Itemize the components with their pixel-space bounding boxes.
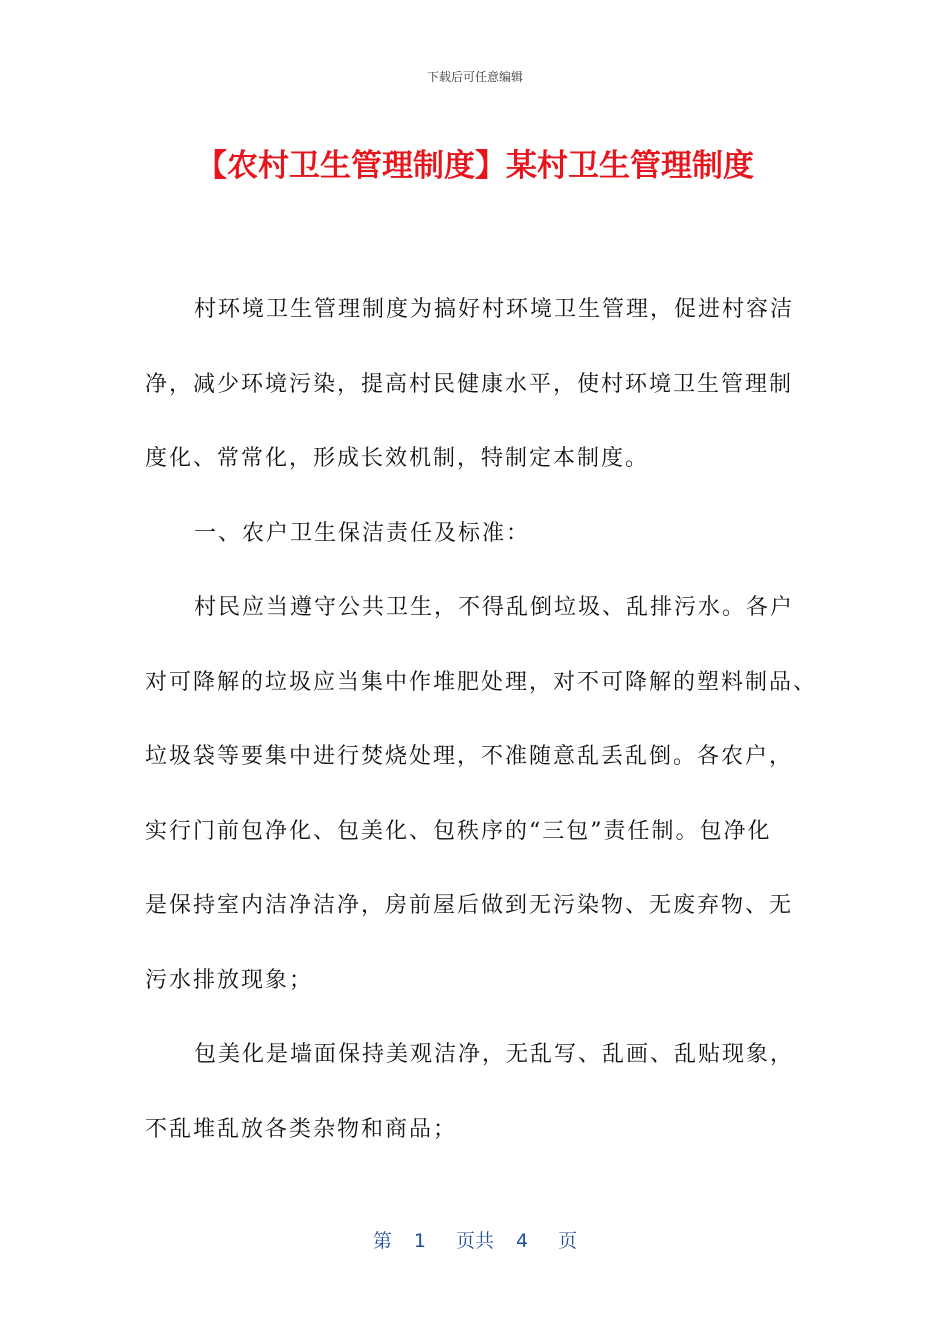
paragraph-line: 包美化是墙面保持美观洁净，无乱写、乱画、乱贴现象， — [194, 1042, 795, 1067]
header-note: 下载后可任意编辑 — [426, 70, 523, 84]
paragraph-line: 净，减少环境污染，提高村民健康水平，使村环境卫生管理制 — [145, 371, 794, 397]
footer-suffix: 页 — [558, 1230, 578, 1252]
paragraph-line: 污水排放现象； — [145, 967, 314, 993]
section-heading: 一、农户卫生保洁责任及标准： — [194, 520, 531, 546]
paragraph-line: 对可降解的垃圾应当集中作堆肥处理，对不可降解的塑料制品、 — [145, 669, 818, 695]
document-body — [145, 273, 818, 1167]
paragraph-line: 垃圾袋等要集中进行焚烧处理，不准随意乱丢乱倒。各农户， — [145, 744, 794, 769]
footer-prefix: 第 — [372, 1230, 392, 1252]
paragraph-line: 实行门前包净化、包美化、包秩序的“三包”责任制。包净化 — [145, 818, 772, 844]
paragraph-line: 度化、常常化，形成长效机制，特制定本制度。 — [145, 446, 650, 471]
paragraph-line: 是保持室内洁净洁净，房前屋后做到无污染物、无废弃物、无 — [145, 893, 794, 918]
footer-page-number: 1 — [413, 1230, 426, 1252]
page-footer — [0, 1226, 950, 1253]
paragraph-line: 村环境卫生管理制度为搞好村环境卫生管理，促进村容洁 — [194, 297, 795, 322]
paragraph-line: 不乱堆乱放各类杂物和商品； — [145, 1116, 458, 1142]
paragraph-line: 村民应当遵守公共卫生，不得乱倒垃圾、乱排污水。各户 — [194, 595, 795, 620]
footer-total-pages: 4 — [516, 1230, 529, 1252]
document-title: 【农村卫生管理制度】某村卫生管理制度 — [196, 148, 754, 184]
footer-middle: 页共 — [455, 1230, 494, 1252]
